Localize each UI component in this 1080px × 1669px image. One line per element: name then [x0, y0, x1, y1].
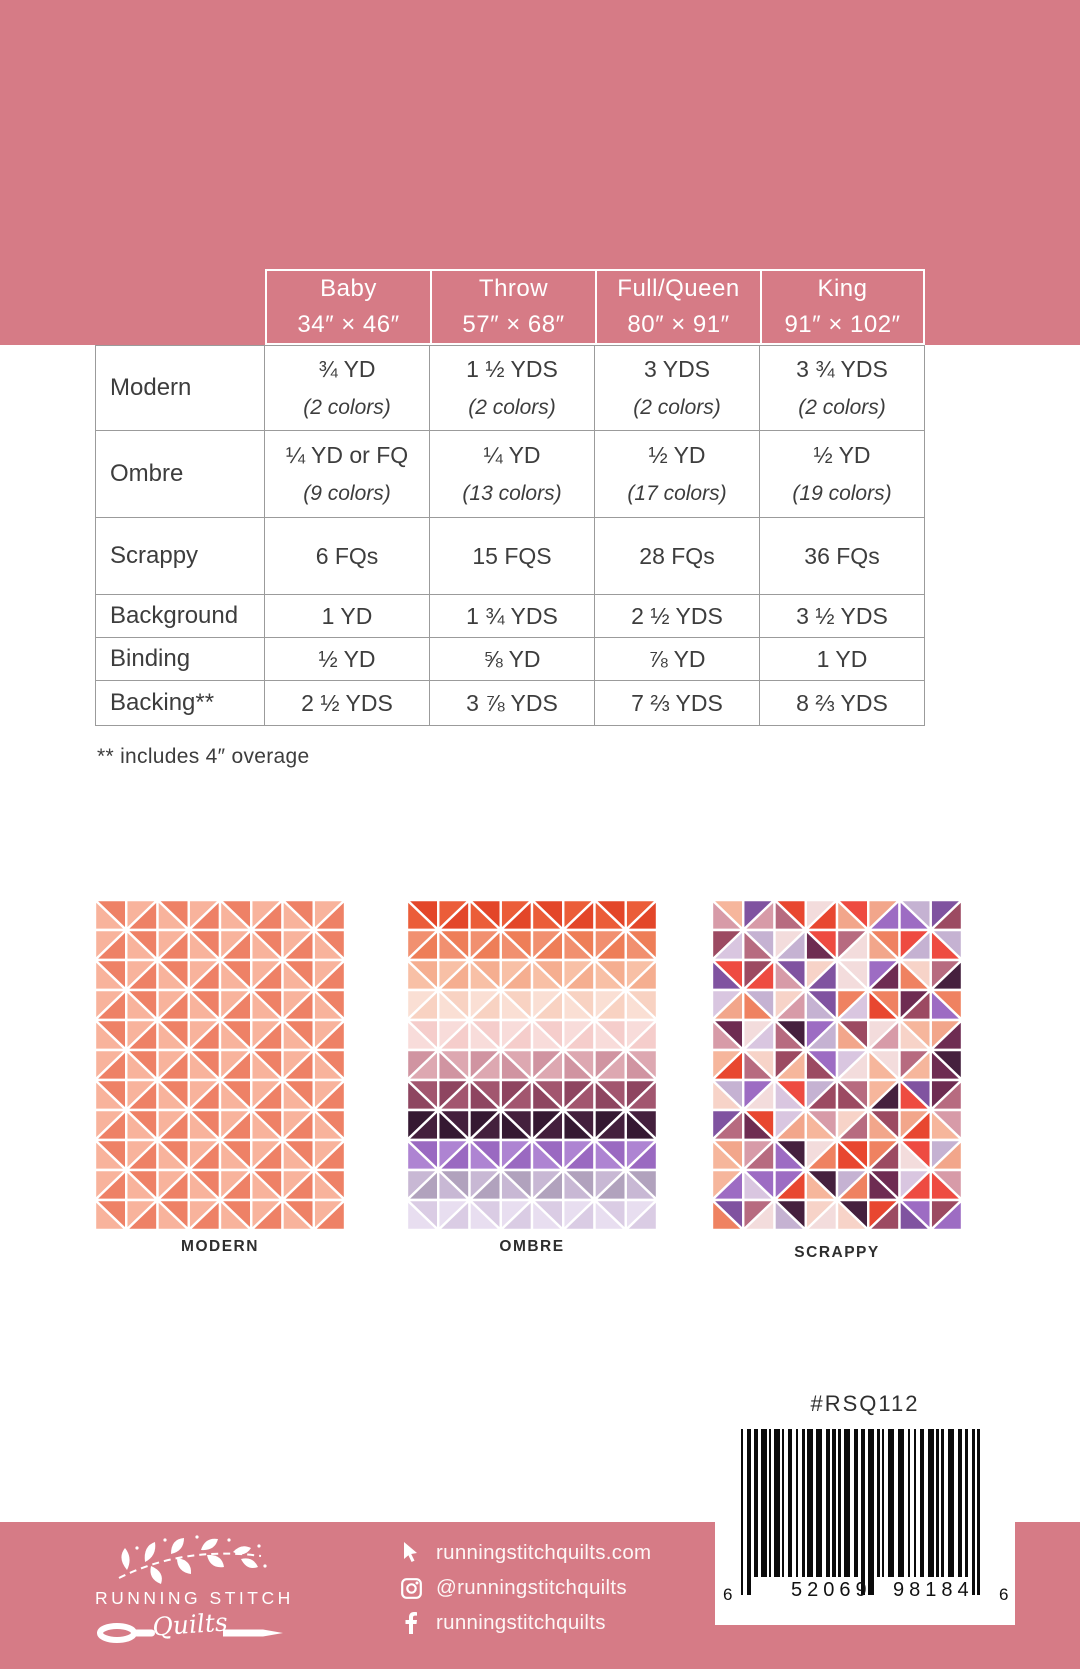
table-cell [430, 346, 594, 430]
column-header-size: 34″ × 46″ [297, 311, 400, 338]
cell-value: 15 FQS [472, 542, 552, 569]
row-label: Backing** [96, 681, 264, 725]
cell-colors-note: (9 colors) [303, 482, 391, 505]
cell-value: 2 ½ YDS [301, 689, 393, 716]
social-link-text: @runningstitchquilts [436, 1576, 627, 1599]
cell-value: 2 ½ YDS [631, 602, 723, 629]
row-label: Binding [96, 638, 264, 680]
column-header [430, 269, 595, 345]
sku-label: #RSQ112 [810, 1391, 920, 1416]
quilt-preview-scrappy [712, 900, 962, 1230]
quilt-image-modern [95, 900, 345, 1230]
barcode-digit-group: 52069 [791, 1579, 872, 1601]
table-cell [760, 638, 924, 680]
cell-value: ⅞ YD [648, 645, 706, 672]
column-header [595, 269, 760, 345]
cell-value: 7 ⅔ YDS [631, 689, 723, 716]
barcode-digit-group: 98184 [893, 1579, 974, 1601]
quilt-label-modern: MODERN [181, 1238, 259, 1255]
cell-colors-note: (2 colors) [633, 396, 721, 419]
column-header-size: 91″ × 102″ [784, 311, 901, 338]
cell-value: 1 YD [816, 645, 868, 672]
barcode [737, 1429, 993, 1597]
table-body [95, 345, 925, 726]
social-link-row [400, 1576, 651, 1600]
table-cell [595, 681, 759, 725]
table-header-row [95, 269, 925, 345]
column-header-label: Baby [320, 275, 377, 302]
table-cell [760, 595, 924, 637]
row-label: Scrappy [96, 518, 264, 594]
column-header [760, 269, 925, 345]
quilt-image-scrappy [712, 900, 962, 1230]
cursor-icon [400, 1542, 422, 1564]
social-link-row [400, 1611, 651, 1635]
cell-value: 1 ¾ YDS [466, 602, 558, 629]
cell-value: 28 FQs [639, 542, 715, 569]
cell-value: ¼ YD or FQ [285, 442, 409, 468]
quilt-label-scrappy: SCRAPPY [794, 1244, 880, 1261]
quilt-image-ombre [407, 900, 657, 1230]
table-corner-cell [95, 269, 265, 345]
instagram-icon [400, 1578, 422, 1599]
cell-colors-note: (19 colors) [792, 482, 892, 505]
logo-script-word: Quilts [151, 1607, 229, 1642]
cell-colors-note: (2 colors) [798, 396, 886, 419]
cell-value: 1 YD [321, 602, 373, 629]
cell-colors-note: (2 colors) [303, 396, 391, 419]
column-header-label: Throw [478, 275, 549, 302]
table-cell [430, 681, 594, 725]
fabric-requirements-table [95, 269, 925, 726]
table-cell [595, 595, 759, 637]
table-cell [430, 518, 594, 594]
cell-value: 36 FQs [804, 542, 880, 569]
social-links [400, 1541, 651, 1635]
cell-value: 3 ¾ YDS [796, 356, 888, 382]
table-cell [430, 431, 594, 517]
cell-value: ½ YD [813, 442, 871, 468]
cell-colors-note: (13 colors) [462, 482, 562, 505]
column-header-label: King [817, 275, 868, 302]
cell-value: 3 ½ YDS [796, 602, 888, 629]
table-cell [760, 346, 924, 430]
column-header-size: 80″ × 91″ [627, 311, 730, 338]
quilt-preview-ombre [407, 900, 657, 1230]
table-cell [265, 638, 429, 680]
cell-value: 1 ½ YDS [466, 356, 558, 382]
cell-value: ½ YD [648, 442, 706, 468]
table-cell [760, 681, 924, 725]
quilt-preview-modern [95, 900, 345, 1230]
table-cell [595, 346, 759, 430]
cell-colors-note: (17 colors) [627, 482, 727, 505]
facebook-icon [400, 1612, 422, 1634]
table-cell [595, 431, 759, 517]
barcode-panel [715, 1383, 1015, 1625]
cell-value: ½ YD [318, 645, 376, 672]
table-cell [265, 681, 429, 725]
column-header-size: 57″ × 68″ [462, 311, 565, 338]
table-cell [595, 518, 759, 594]
row-label: Modern [96, 346, 264, 430]
barcode-digit-group: 6 [723, 1585, 733, 1604]
laurel-branch-icon [113, 1532, 268, 1584]
social-link-row [400, 1541, 651, 1565]
row-label: Background [96, 595, 264, 637]
row-label: Ombre [96, 431, 264, 517]
social-link-text: runningstitchquilts [436, 1611, 606, 1634]
table-cell [430, 595, 594, 637]
table-cell [265, 595, 429, 637]
logo-wordmark: RUNNING STITCH [95, 1588, 294, 1608]
table-footnote: ** includes 4″ overage [97, 745, 310, 768]
cell-value: ¼ YD [483, 442, 541, 468]
table-cell [595, 638, 759, 680]
column-header [265, 269, 430, 345]
table-cell [760, 431, 924, 517]
table-cell [265, 431, 429, 517]
cell-value: 3 ⅞ YDS [466, 689, 558, 716]
table-cell [265, 518, 429, 594]
cell-value: ⅝ YD [483, 645, 541, 672]
social-link-text: runningstitchquilts.com [436, 1541, 652, 1564]
quilt-label-ombre: OMBRE [499, 1238, 565, 1255]
cell-value: 3 YDS [643, 356, 711, 382]
cell-value: ¾ YD [318, 356, 376, 382]
table-cell [430, 638, 594, 680]
running-stitch-logo [95, 1532, 294, 1657]
cell-value: 6 FQs [315, 542, 379, 569]
cell-colors-note: (2 colors) [468, 396, 556, 419]
column-header-label: Full/Queen [617, 275, 740, 302]
barcode-digit-group: 6 [999, 1585, 1009, 1604]
cell-value: 8 ⅔ YDS [796, 689, 888, 716]
table-cell [760, 518, 924, 594]
table-cell [265, 346, 429, 430]
